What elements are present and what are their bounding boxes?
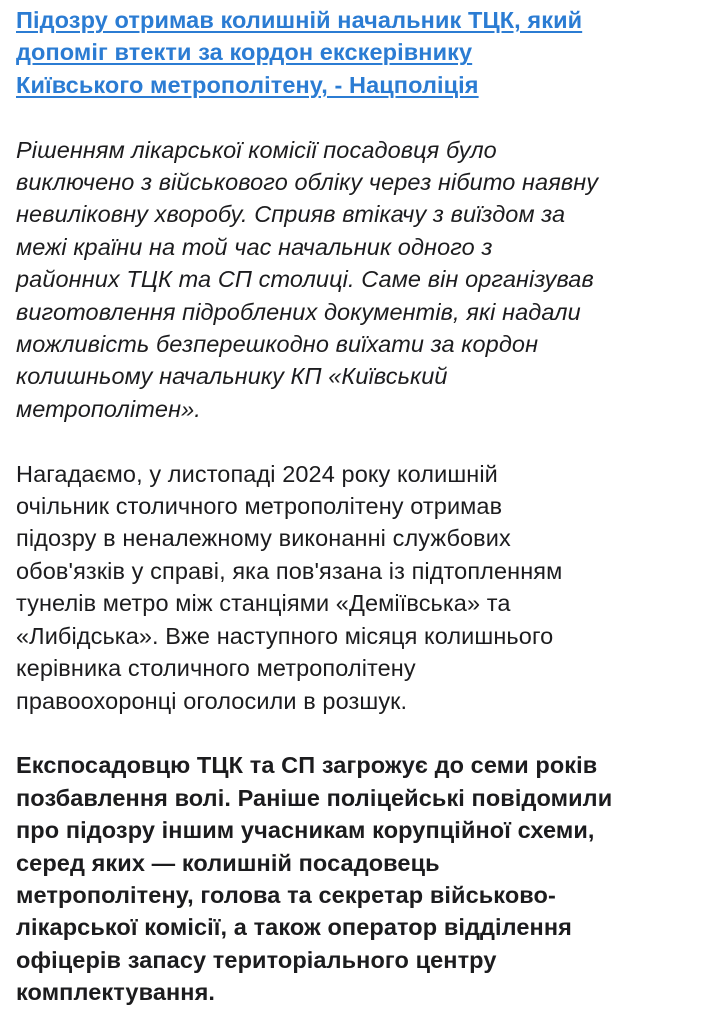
- paragraph-gap: [16, 101, 696, 133]
- paragraph-gap: [16, 717, 696, 749]
- regular-paragraph: Нагадаємо, у листопаді 2024 року колишній очільник столичного метрополітену отримав підозру в неналежному виконанні службових обов'язків у справі, яка пов'язана із підтопленням тунелів метро між станціями «Деміївська» та «Либідська». Вже наступного місяця колишнього керівника столичного метрополітену правоохоронці оголосили в розшук.: [16, 460, 563, 714]
- italic-paragraph: Рішенням лікарської комісії посадовця було виключено з військового обліку через нібито наявну невиліковну хворобу. Сприяв втікачу з виїздом за межі країни на той час начальник одного з районних ТЦК та СП столиці. Саме він організував виготовлення підроблених документів, які надали можливість безперешкодно виїхати за кордон колишньому начальнику КП «Київський метрополітен».: [16, 136, 599, 422]
- message-body: [16, 4, 696, 1009]
- headline-link[interactable]: Підозру отримав колишній начальник ТЦК, який допоміг втекти за кордон екскерівнику Київського метрополітену, - Нацполіція: [16, 7, 583, 98]
- bold-paragraph: Експосадовцю ТЦК та СП загрожує до семи років позбавлення волі. Раніше поліцейські повідомили про підозру іншим учасникам корупційної схеми, серед яких — колишній посадовець метрополітену, голова та секретар військово- лікарської комісії, а також оператор відділення офіцерів запасу територіального центру комплектування.: [16, 752, 613, 1006]
- paragraph-gap: [16, 425, 696, 457]
